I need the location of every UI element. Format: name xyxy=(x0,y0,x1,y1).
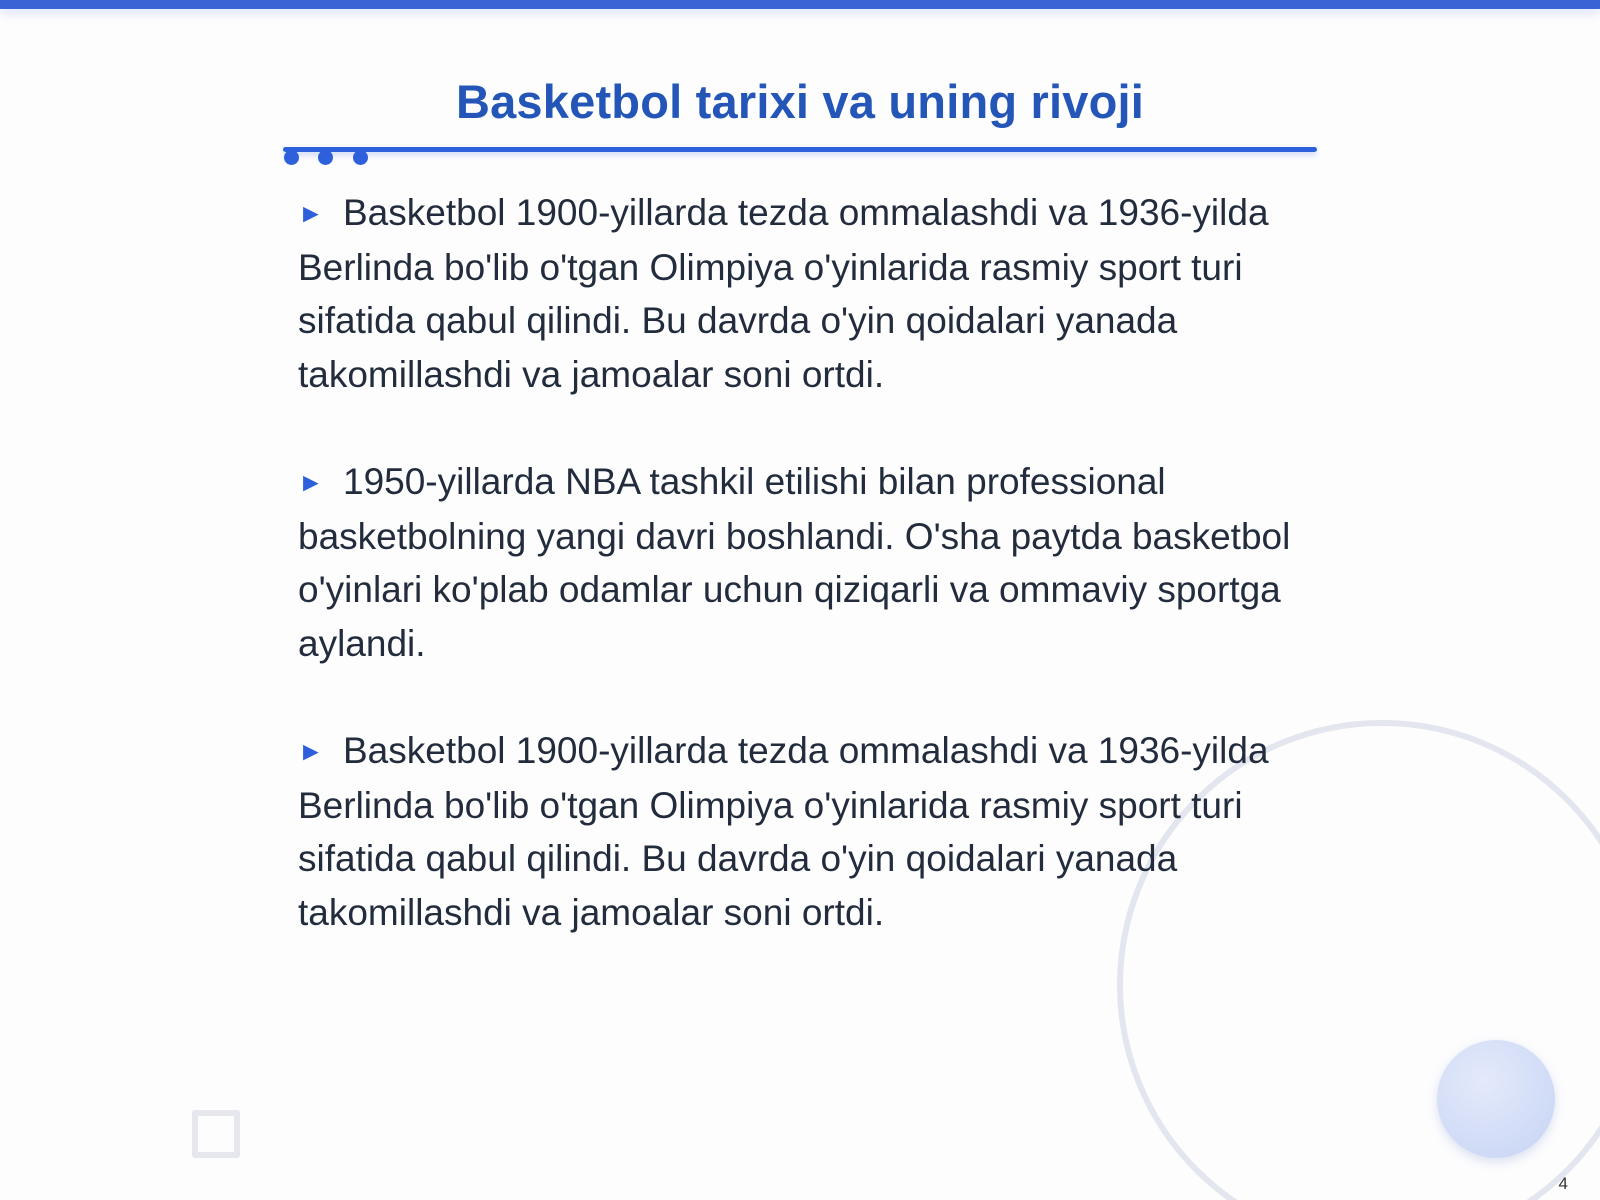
triangle-right-icon: ► xyxy=(298,198,324,228)
bullet-item xyxy=(298,186,1308,401)
decorative-dot xyxy=(353,150,368,165)
bullet-text: Basketbol 1900-yillarda tezda ommalashdi va 1936-yilda Berlinda bo'lib o'tgan Olimpiya o'yinlarida rasmiy sport turi sifatida qabul qilindi. Bu davrda o'yin qoidalari yanada takomillashdi va jamoalar soni ortdi. xyxy=(298,192,1269,395)
triangle-right-icon: ► xyxy=(298,467,324,497)
top-accent-bar xyxy=(0,0,1600,9)
bullet-item xyxy=(298,455,1308,670)
decorative-dot xyxy=(284,150,299,165)
bullet-list xyxy=(298,186,1308,993)
bullet-text: Basketbol 1900-yillarda tezda ommalashdi va 1936-yilda Berlinda bo'lib o'tgan Olimpiya o'yinlarida rasmiy sport turi sifatida qabul qilindi. Bu davrda o'yin qoidalari yanada takomillashdi va jamoalar soni ortdi. xyxy=(298,730,1269,933)
decorative-circle xyxy=(1437,1040,1555,1158)
slide-title: Basketbol tarixi va uning rivoji xyxy=(455,75,1145,128)
decorative-square xyxy=(192,1110,240,1158)
bullet-item xyxy=(298,724,1308,939)
bullet-text: 1950-yillarda NBA tashkil etilishi bilan professional basketbolning yangi davri boshlandi. O'sha paytda basketbol o'yinlari ko'plab odamlar uchun qiziqarli va ommaviy sportga aylandi. xyxy=(298,461,1291,664)
triangle-right-icon: ► xyxy=(298,736,324,766)
page-number: 4 xyxy=(1558,1174,1568,1193)
title-underline xyxy=(283,147,1317,152)
decorative-dot xyxy=(318,150,333,165)
